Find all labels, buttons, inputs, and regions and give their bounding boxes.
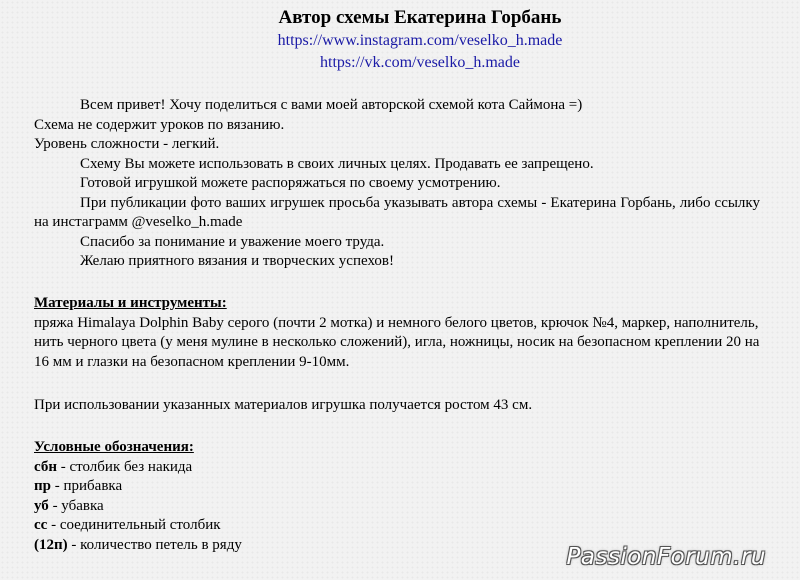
legend-desc: - количество петель в ряду [67,536,242,553]
legend-item [34,477,760,497]
legend-item [34,497,760,517]
legend-item [34,458,760,478]
legend-abbr: пр [34,478,51,494]
legend-abbr: сс [34,517,48,533]
legend-desc: - столбик без накида [56,458,193,475]
document-header [0,6,800,74]
materials-heading: Материалы и инструменты: [34,295,227,311]
legend-item [34,516,760,536]
site-watermark: PassionForum.ru [566,544,766,570]
result-text: При использовании указанных материалов игрушка получается ростом 43 см. [34,397,533,413]
vk-link[interactable]: https://vk.com/veselko_h.made [320,54,520,71]
legend-desc: - прибавка [51,478,123,494]
author-title: Автор схемы Екатерина Горбань [278,7,562,28]
intro-line: Готовой игрушкой можете распоряжаться по своему усмотрению. [80,175,501,191]
instagram-link[interactable]: https://www.instagram.com/veselko_h.made [277,32,563,49]
intro-line: При публикации фото ваших игрушек просьба указывать автора схемы - Екатерина Горбань, либо ссылку на инстаграмм @veselko_h.made [34,194,760,230]
materials-text: пряжа Himalaya Dolphin Baby серого (почти 2 мотка) и немного белого цветов, крючок №4, маркер, наполнитель, нить черного цвета (у меня мулине в несколько сложений), игла, ножницы, носик на безопасном креплении 20 на 16 мм и глазки на безопасном креплении 9-10мм. [34,314,760,370]
intro-line: Желаю приятного вязания и творческих успехов! [80,253,394,269]
legend-heading: Условные обозначения: [34,439,194,455]
intro-line: Уровень сложности - легкий. [34,136,220,152]
legend-section [34,438,760,555]
legend-desc: - убавка [48,497,104,514]
intro-section [34,96,760,272]
intro-line: Спасибо за понимание и уважение моего труда. [80,233,385,250]
legend-desc: - соединительный столбик [47,517,221,533]
intro-line: Всем привет! Хочу поделиться с вами моей авторской схемой кота Саймона =) [80,97,583,113]
materials-section [34,294,760,372]
intro-line: Схему Вы можете использовать в своих личных целях. Продавать ее запрещено. [80,155,594,172]
legend-abbr: (12п) [34,536,68,553]
legend-abbr: сбн [34,458,57,475]
intro-line: Схема не содержит уроков по вязанию. [34,116,285,133]
legend-abbr: уб [34,497,49,514]
